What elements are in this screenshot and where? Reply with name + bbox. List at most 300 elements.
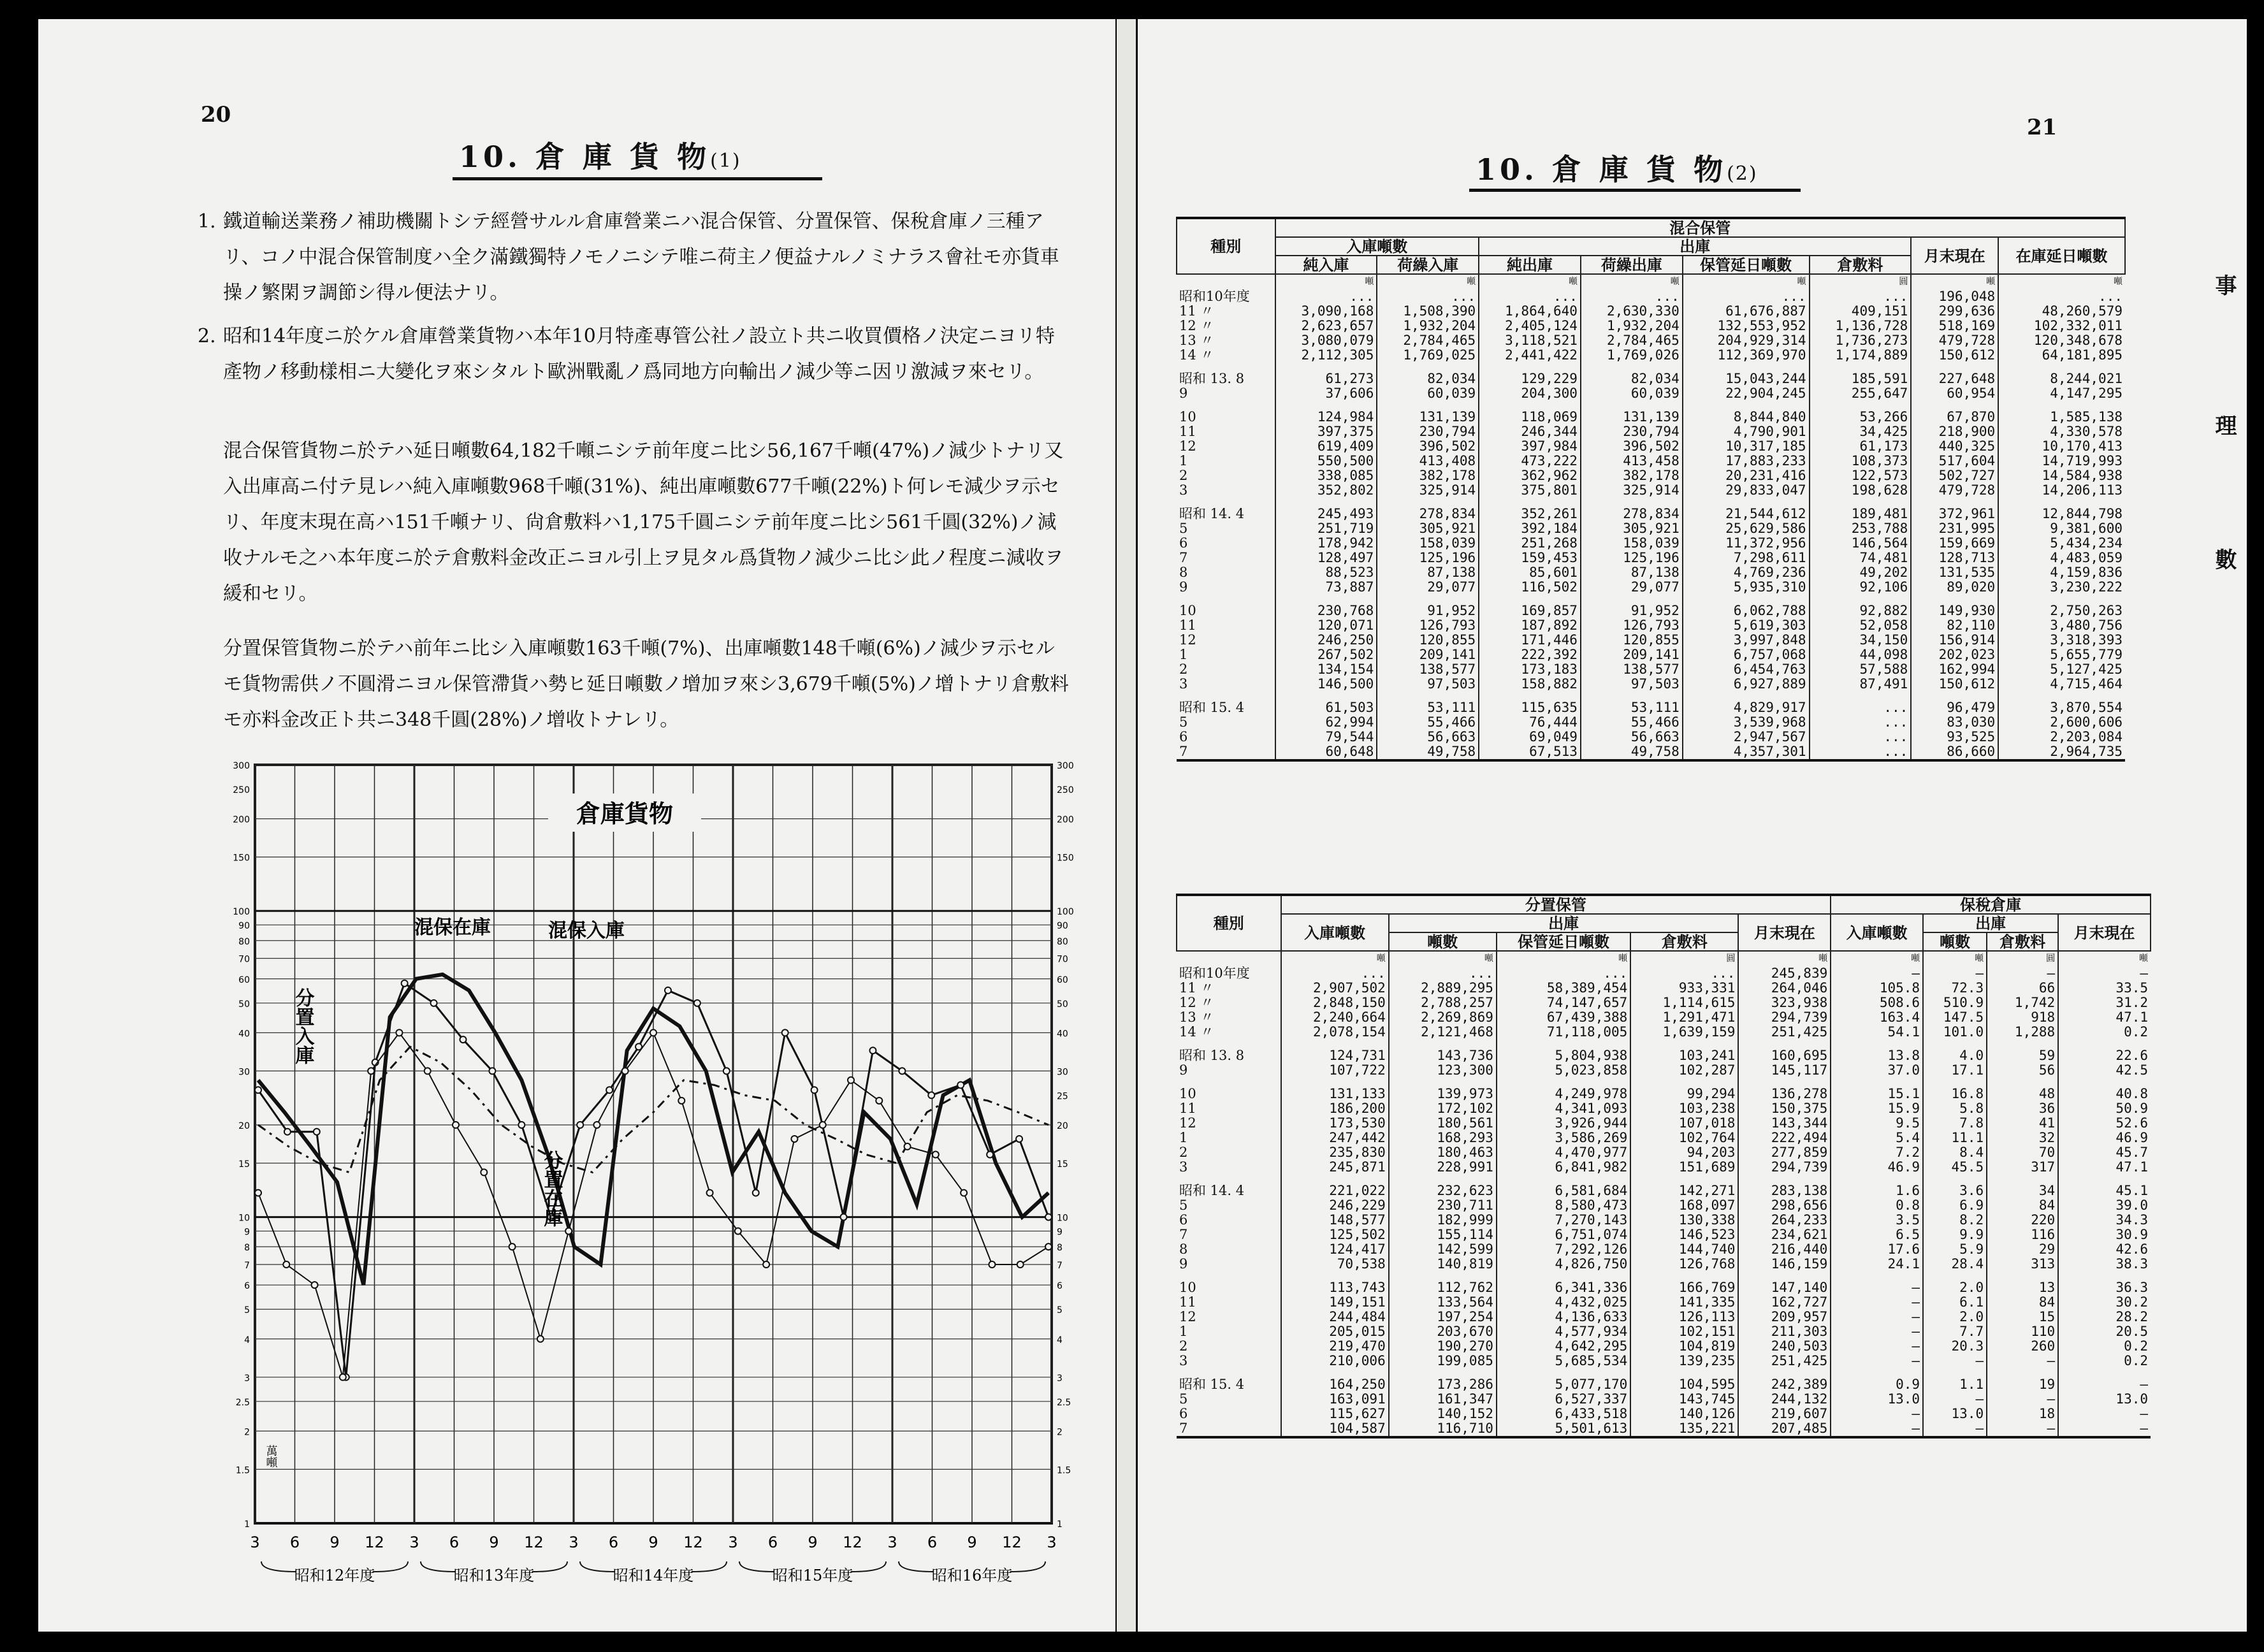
data-cell: 3,586,269 [1497, 1131, 1630, 1145]
series-point [1017, 1261, 1024, 1268]
row-label: 10 [1179, 603, 1196, 618]
data-cell: — [1987, 1354, 2058, 1368]
data-cell: 186,200 [1281, 1101, 1389, 1116]
data-cell: 0.2 [2058, 1354, 2151, 1368]
table-row [1177, 1175, 2151, 1184]
data-cell: 278,834 [1581, 507, 1683, 521]
data-cell: 138,577 [1581, 662, 1683, 677]
data-cell: 502,727 [1911, 468, 1998, 483]
data-cell: 56 [1987, 1063, 2058, 1078]
data-cell: 58,389,454 [1497, 981, 1630, 996]
data-cell: 5.8 [1923, 1101, 1987, 1116]
data-cell: 7.2 [1831, 1145, 1923, 1160]
data-cell: 5,501,613 [1497, 1421, 1630, 1437]
y-tick-left: 20 [238, 1120, 250, 1131]
data-cell: 124,984 [1275, 410, 1377, 424]
data-cell: 60,039 [1581, 386, 1683, 401]
unit-cell [1177, 951, 1281, 966]
data-cell: 397,984 [1479, 439, 1581, 454]
data-cell: 6,927,889 [1683, 677, 1810, 692]
data-cell: 3,080,079 [1275, 333, 1377, 348]
data-cell: 227,648 [1911, 372, 1998, 386]
gap-cell [1479, 595, 1581, 604]
data-cell: 232,623 [1389, 1184, 1497, 1198]
table-row [1177, 468, 2125, 483]
data-cell: 18 [1987, 1407, 2058, 1421]
data-cell: 32 [1987, 1131, 2058, 1145]
data-cell: 42.5 [2058, 1063, 2151, 1078]
page-title-left-text: 10. 倉 庫 貨 物 [459, 140, 711, 174]
series-point [453, 1122, 459, 1128]
gap-cell [1581, 401, 1683, 410]
data-cell: 362,962 [1479, 468, 1581, 483]
row-label: 12 [1179, 438, 1196, 454]
gap-cell [1281, 1078, 1389, 1087]
data-cell: 15.9 [1831, 1101, 1923, 1116]
data-cell: 28.4 [1923, 1257, 1987, 1272]
data-cell: 17,883,233 [1683, 454, 1810, 468]
unit-cell: 噸 [1738, 951, 1831, 966]
data-cell: 260 [1987, 1339, 2058, 1354]
data-cell: ... [1479, 289, 1581, 304]
side-note-1: 事 [2211, 274, 2237, 296]
data-cell: 222,392 [1479, 648, 1581, 662]
data-cell: 325,914 [1377, 483, 1479, 498]
data-cell: 4,826,750 [1497, 1257, 1630, 1272]
table-row [1177, 1339, 2151, 1354]
data-cell: 6,341,336 [1497, 1280, 1630, 1295]
series-point [987, 1152, 993, 1158]
data-cell: 120,855 [1377, 633, 1479, 648]
row-label: 9 [1179, 1062, 1188, 1078]
series-point [481, 1169, 487, 1175]
data-cell: 4,790,901 [1683, 424, 1810, 439]
data-cell: 2,630,330 [1581, 304, 1683, 319]
gap-cell [1923, 1272, 1987, 1280]
gap-cell [1630, 1272, 1738, 1280]
col-header: 純出庫 [1479, 256, 1581, 274]
series-point [694, 1000, 700, 1006]
data-cell: 50.9 [2058, 1101, 2151, 1116]
data-cell: 185,591 [1810, 372, 1912, 386]
y-tick-right: 100 [1057, 907, 1074, 918]
y-tick-right: 40 [1057, 1029, 1068, 1040]
row-label: 5 [1179, 1198, 1188, 1213]
paragraph-2 [198, 319, 1071, 427]
data-cell: 228,991 [1389, 1160, 1497, 1175]
data-cell: 131,133 [1281, 1087, 1389, 1101]
data-cell: 16.8 [1923, 1087, 1987, 1101]
row-label: 3 [1179, 482, 1188, 498]
row-label: 昭和 13. 8 [1179, 1048, 1245, 1063]
y-tick-right: 3 [1057, 1373, 1063, 1384]
data-cell: 64,181,895 [1998, 348, 2125, 363]
table-row [1177, 1228, 2151, 1242]
data-cell: 231,995 [1911, 521, 1998, 536]
data-cell: 29,077 [1581, 580, 1683, 595]
gap-cell [1810, 363, 1912, 372]
data-cell: 155,114 [1389, 1228, 1497, 1242]
series-point [593, 1122, 600, 1128]
data-cell: 107,722 [1281, 1063, 1389, 1078]
row-label: 3 [1179, 1159, 1188, 1175]
separate-bonded-table [1176, 894, 2151, 1438]
data-cell: 28.2 [2058, 1310, 2151, 1324]
x-tick-label: 9 [648, 1533, 658, 1551]
data-cell: 440,325 [1911, 439, 1998, 454]
gap-cell [1911, 498, 1998, 507]
data-cell: 5,434,234 [1998, 536, 2125, 551]
data-cell: 104,595 [1630, 1377, 1738, 1392]
table-row [1177, 319, 2125, 333]
gap-cell [1738, 1078, 1831, 1087]
data-cell: 11.1 [1923, 1131, 1987, 1145]
data-cell: 11,372,956 [1683, 536, 1810, 551]
y-tick-left: 90 [238, 921, 250, 932]
data-cell: 242,389 [1738, 1377, 1831, 1392]
data-cell: 1,736,273 [1810, 333, 1912, 348]
table-row [1177, 1025, 2151, 1040]
gap-cell [1630, 1175, 1738, 1184]
data-cell: 150,612 [1911, 677, 1998, 692]
series-point [312, 1282, 318, 1288]
data-cell: 29,077 [1377, 580, 1479, 595]
data-cell: — [1831, 1280, 1923, 1295]
data-cell: 128,497 [1275, 551, 1377, 565]
gap-cell [1683, 498, 1810, 507]
data-cell: 5.9 [1923, 1242, 1987, 1257]
x-tick-label: 6 [449, 1533, 460, 1551]
row-label: 9 [1179, 1256, 1188, 1272]
data-cell: 8,844,840 [1683, 410, 1810, 424]
data-cell: — [1831, 1421, 1923, 1437]
data-cell: 61,676,887 [1683, 304, 1810, 319]
series-point [402, 980, 408, 987]
x-tick-label: 3 [409, 1533, 419, 1551]
y-tick-right: 1.5 [1057, 1465, 1071, 1476]
y-tick-left: 250 [233, 785, 250, 796]
data-cell: 2,784,465 [1377, 333, 1479, 348]
x-tick-label: 12 [365, 1533, 384, 1551]
y-tick-left: 2.5 [235, 1397, 250, 1408]
data-cell: 37.0 [1831, 1063, 1923, 1078]
data-cell: 34 [1987, 1184, 2058, 1198]
data-cell: 473,222 [1479, 454, 1581, 468]
data-cell: 67,439,388 [1497, 1010, 1630, 1025]
data-cell: 7.8 [1923, 1116, 1987, 1131]
data-cell: 129,229 [1479, 372, 1581, 386]
data-cell: — [1831, 1339, 1923, 1354]
data-cell: 138,577 [1377, 662, 1479, 677]
data-cell: 102,764 [1630, 1131, 1738, 1145]
side-note-3: 數 [2211, 548, 2237, 570]
gap-cell [1479, 498, 1581, 507]
unit-cell: 噸 [1497, 951, 1630, 966]
row-label: 6 [1179, 535, 1188, 551]
gap-cell [1177, 363, 1275, 372]
data-cell: 149,151 [1281, 1295, 1389, 1310]
data-cell: 2,600,606 [1998, 715, 2125, 730]
series-point [283, 1261, 289, 1268]
data-cell: 251,425 [1738, 1025, 1831, 1040]
data-cell: 158,039 [1581, 536, 1683, 551]
table-row [1177, 304, 2125, 319]
gap-cell [1738, 1175, 1831, 1184]
data-cell: 173,183 [1479, 662, 1581, 677]
data-cell: 1,864,640 [1479, 304, 1581, 319]
out-header: 出庫 [1923, 914, 2058, 932]
data-cell: 5,655,779 [1998, 648, 2125, 662]
data-cell: 116,502 [1479, 580, 1581, 595]
table-row [1177, 580, 2125, 595]
x-tick-label: 3 [1047, 1533, 1057, 1551]
data-cell: 14,719,993 [1998, 454, 2125, 468]
data-cell: 180,463 [1389, 1145, 1497, 1160]
data-cell: 313 [1987, 1257, 2058, 1272]
data-cell: ... [1998, 289, 2125, 304]
y-tick-left: 1 [244, 1519, 250, 1530]
data-cell: 4,432,025 [1497, 1295, 1630, 1310]
series-point [489, 1068, 495, 1074]
series-point [460, 1036, 466, 1043]
data-cell: 87,491 [1810, 677, 1912, 692]
row-label: 昭和 15. 4 [1179, 700, 1245, 715]
data-cell: 479,728 [1911, 333, 1998, 348]
data-cell: 3.6 [1923, 1184, 1987, 1198]
y-tick-right: 150 [1057, 853, 1074, 864]
gap-cell [1738, 1040, 1831, 1048]
gap-cell [1831, 1040, 1923, 1048]
row-label: 11 [1179, 1101, 1196, 1116]
gap-cell [1581, 595, 1683, 604]
row-label: 5 [1179, 714, 1188, 730]
data-cell: 168,097 [1630, 1198, 1738, 1213]
paragraph-number: 2. [198, 325, 216, 347]
data-cell: 2,240,664 [1281, 1010, 1389, 1025]
gap-cell [1831, 1272, 1923, 1280]
data-cell: 158,882 [1479, 677, 1581, 692]
series-point [848, 1077, 854, 1083]
data-cell: 140,126 [1630, 1407, 1738, 1421]
data-cell: 136,278 [1738, 1087, 1831, 1101]
data-cell: 123,300 [1389, 1063, 1497, 1078]
col-header: 保管延日噸數 [1497, 932, 1630, 951]
gap-cell [1630, 1078, 1738, 1087]
data-cell: 17.6 [1831, 1242, 1923, 1257]
x-tick-label: 6 [608, 1533, 619, 1551]
series-point [577, 1122, 583, 1128]
series-point [622, 1068, 628, 1074]
y-tick-right: 9 [1057, 1227, 1063, 1238]
data-cell: 96,479 [1911, 700, 1998, 715]
table-row [1177, 1078, 2151, 1087]
data-cell: 45.7 [2058, 1145, 2151, 1160]
gap-cell [1911, 595, 1998, 604]
row-label: 5 [1179, 1391, 1188, 1407]
gap-cell [1177, 498, 1275, 507]
table-row [1177, 1010, 2151, 1025]
data-cell: 2,947,567 [1683, 730, 1810, 744]
x-tick-label: 6 [289, 1533, 300, 1551]
row-label: 昭和10年度 [1179, 966, 1250, 981]
data-cell: 2.0 [1923, 1280, 1987, 1295]
data-cell: 128,713 [1911, 551, 1998, 565]
data-cell: 196,048 [1911, 289, 1998, 304]
data-cell: 278,834 [1377, 507, 1479, 521]
series-point [606, 1087, 613, 1093]
x-tick-label: 3 [887, 1533, 897, 1551]
data-cell: 15.1 [1831, 1087, 1923, 1101]
data-cell: 4,483,059 [1998, 551, 2125, 565]
y-tick-left: 150 [233, 853, 250, 864]
series-point [1045, 1214, 1052, 1221]
data-cell: 0.2 [2058, 1339, 2151, 1354]
table-row [1177, 677, 2125, 692]
data-cell: 382,178 [1377, 468, 1479, 483]
data-cell: 7.7 [1923, 1324, 1987, 1339]
data-cell: 4,249,978 [1497, 1087, 1630, 1101]
data-cell: 17.1 [1923, 1063, 1987, 1078]
data-cell: 230,711 [1389, 1198, 1497, 1213]
data-cell: — [1987, 1421, 2058, 1437]
data-cell: 7,298,611 [1683, 551, 1810, 565]
gap-cell [1831, 1078, 1923, 1087]
data-cell: 6,581,684 [1497, 1184, 1630, 1198]
data-cell: — [1923, 1421, 1987, 1437]
table-row [1177, 1324, 2151, 1339]
data-cell: 1,288 [1987, 1025, 2058, 1040]
table-row [1177, 1407, 2151, 1421]
data-cell: 189,481 [1810, 507, 1912, 521]
data-cell: 116,710 [1389, 1421, 1497, 1437]
chart-title: 倉庫貨物 [576, 799, 674, 828]
data-cell: ... [1810, 715, 1912, 730]
data-cell: 6,454,763 [1683, 662, 1810, 677]
data-cell: 22.6 [2058, 1048, 2151, 1063]
table-row [1177, 439, 2125, 454]
y-tick-left: 7 [244, 1261, 250, 1272]
x-tick-label: 9 [489, 1533, 499, 1551]
col-header: 純入庫 [1275, 256, 1377, 274]
data-cell: 91,952 [1377, 604, 1479, 618]
data-cell: 34,425 [1810, 424, 1912, 439]
x-tick-label: 3 [728, 1533, 738, 1551]
x-tick-label: 6 [767, 1533, 778, 1551]
unit-cell: 圓 [1630, 951, 1738, 966]
data-cell: 305,921 [1581, 521, 1683, 536]
data-cell: 1,291,471 [1630, 1010, 1738, 1025]
series-point [255, 1087, 261, 1093]
data-cell: 294,739 [1738, 1160, 1831, 1175]
data-cell: 52.6 [2058, 1116, 2151, 1131]
row-label: 9 [1179, 386, 1188, 401]
data-cell: 3,539,968 [1683, 715, 1810, 730]
y-tick-left: 10 [238, 1213, 250, 1224]
out-header: 出庫 [1479, 237, 1911, 256]
table-row [1177, 1087, 2151, 1101]
series-point [899, 1068, 905, 1074]
gap-cell [1281, 1272, 1389, 1280]
unit-cell: 噸 [1377, 274, 1479, 289]
data-cell: ... [1281, 966, 1389, 981]
series-point [1045, 1243, 1052, 1250]
data-cell: 132,553,952 [1683, 319, 1810, 333]
data-cell: 104,587 [1281, 1421, 1389, 1437]
data-cell: 199,085 [1389, 1354, 1497, 1368]
data-cell: 9,381,600 [1998, 521, 2125, 536]
table-row [1177, 1392, 2151, 1407]
side-note-2: 理 [2211, 414, 2237, 436]
data-cell: 103,241 [1630, 1048, 1738, 1063]
series-point [1016, 1136, 1022, 1142]
data-cell: 392,184 [1479, 521, 1581, 536]
table-row [1177, 1242, 2151, 1257]
data-cell: 173,530 [1281, 1116, 1389, 1131]
y-tick-left: 50 [238, 999, 250, 1010]
data-cell: 160,695 [1738, 1048, 1831, 1063]
col-header: 月末現在 [1911, 237, 1998, 274]
data-cell: 112,762 [1389, 1280, 1497, 1295]
data-cell: 550,500 [1275, 454, 1377, 468]
data-cell: 3,997,848 [1683, 633, 1810, 648]
data-cell: 79,544 [1275, 730, 1377, 744]
data-cell: 6.1 [1923, 1295, 1987, 1310]
data-cell: 49,758 [1581, 744, 1683, 760]
data-cell: 159,453 [1479, 551, 1581, 565]
gap-cell [1581, 498, 1683, 507]
y-tick-right: 15 [1057, 1159, 1068, 1170]
gap-cell [1389, 1368, 1497, 1377]
data-cell: 148,577 [1281, 1213, 1389, 1228]
data-cell: 69,049 [1479, 730, 1581, 744]
series-point [665, 987, 671, 994]
x-tick-label: 9 [967, 1533, 977, 1551]
left-page [38, 19, 1115, 1632]
row-label: 6 [1179, 729, 1188, 744]
series-point [820, 1122, 826, 1128]
table-row [1177, 498, 2125, 507]
data-cell: 116 [1987, 1228, 2058, 1242]
y-tick-right: 200 [1057, 815, 1074, 825]
gap-cell [1177, 595, 1275, 604]
x-tick-label: 9 [808, 1533, 818, 1551]
data-cell: 83,030 [1911, 715, 1998, 730]
data-cell: 209,957 [1738, 1310, 1831, 1324]
paragraph-text: 分置保管貨物ニ於テハ前年ニ比シ入庫噸數163千噸(7%)、出庫噸數148千噸(6%)ノ減少ヲ示セルモ貨物需供ノ不圓滑ニヨル保管滯貨ハ勢ヒ延日噸數ノ增加ヲ來シ3,679千噸(5%)ノ增トナリ倉敷料モ亦料金改正ト共ニ348千圓(28%)ノ增收トナレリ。 [223, 637, 1069, 731]
data-cell: 60,648 [1275, 744, 1377, 760]
data-cell: 145,117 [1738, 1063, 1831, 1078]
series-point [537, 1336, 544, 1342]
page-title-right [1476, 147, 1758, 189]
data-cell: 60,954 [1911, 386, 1998, 401]
gap-cell [1998, 595, 2125, 604]
paragraph-1 [198, 204, 1071, 312]
data-cell: 113,743 [1281, 1280, 1389, 1295]
data-cell: 71,118,005 [1497, 1025, 1630, 1040]
table-row [1177, 966, 2151, 981]
gap-cell [1810, 692, 1912, 700]
data-cell: ... [1810, 289, 1912, 304]
data-cell: 323,938 [1738, 996, 1831, 1010]
gap-cell [1389, 1175, 1497, 1184]
gap-cell [1911, 401, 1998, 410]
data-cell: 173,286 [1389, 1377, 1497, 1392]
data-cell: — [1831, 1310, 1923, 1324]
data-cell: 4,330,578 [1998, 424, 2125, 439]
data-cell: 1,769,025 [1377, 348, 1479, 363]
data-cell: 48,260,579 [1998, 304, 2125, 319]
gap-cell [1998, 498, 2125, 507]
